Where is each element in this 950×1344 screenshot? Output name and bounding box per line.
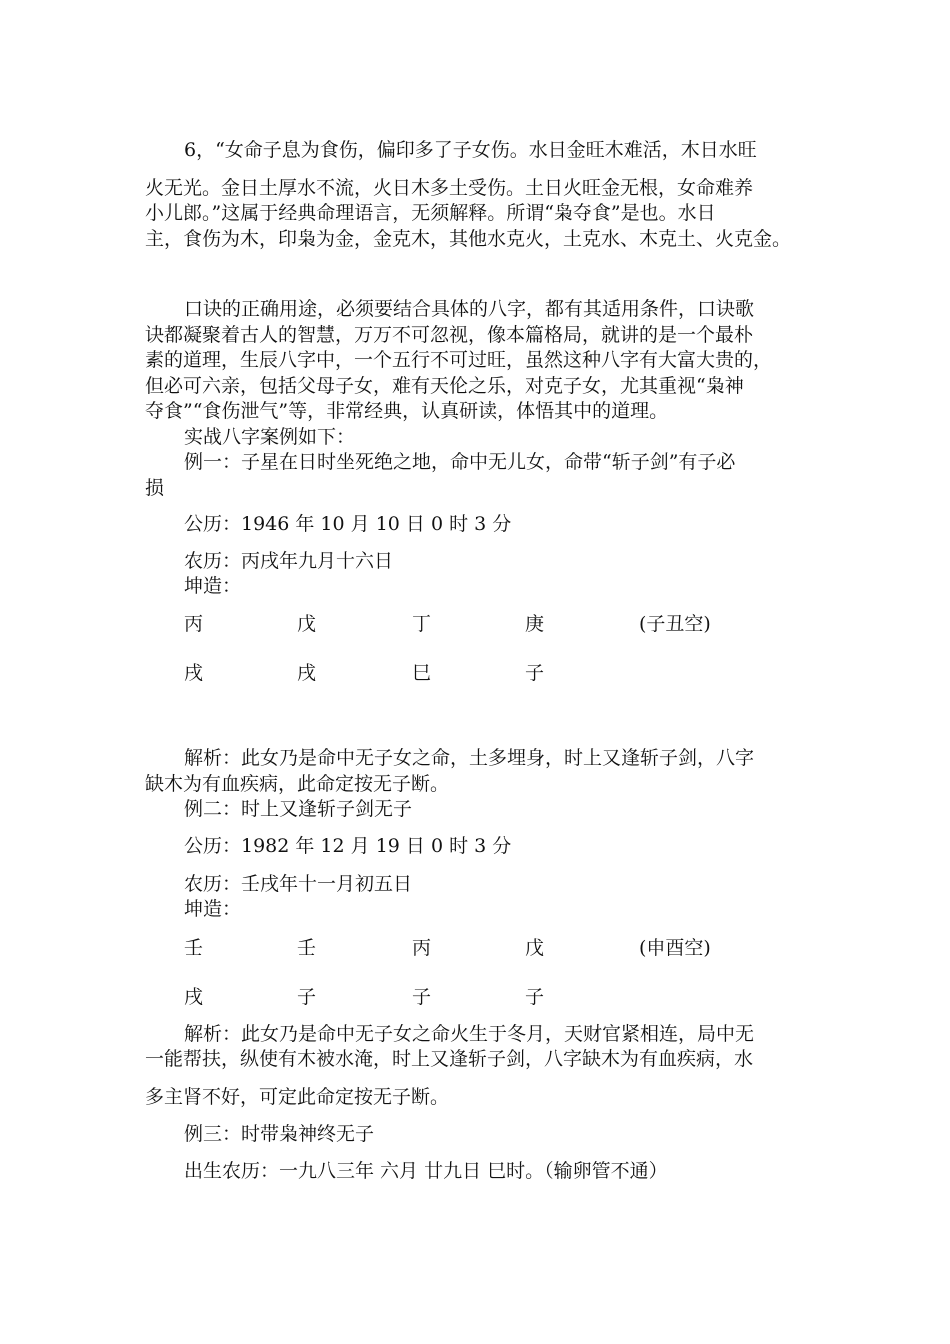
earthly-branch: 子 bbox=[297, 986, 317, 1008]
heavenly-stem: 丙 bbox=[412, 937, 432, 959]
analysis-line: 解析：此女乃是命中无子女之命火生于冬月，天财官紧相连，局中无 bbox=[184, 1023, 755, 1045]
lunar-date: 农历：壬戌年十一月初五日 bbox=[184, 873, 413, 895]
paragraph-2-line: 但必可六亲，包括父母子女，难有天伦之乐，对克子女，尤其重视“枭神 bbox=[145, 375, 744, 397]
paragraph-1-line: 6，“女命子息为食伤，偏印多了子女伤。水日金旺木难活，木日水旺 bbox=[184, 139, 757, 161]
earthly-branch: 子 bbox=[525, 986, 545, 1008]
case-title: 例一：子星在日时坐死绝之地，命中无儿女，命带“斩子剑”有子必 bbox=[184, 451, 736, 473]
earthly-branch: 子 bbox=[412, 986, 432, 1008]
earthly-branch: 戌 bbox=[184, 986, 204, 1008]
paragraph-2-line: 素的道理，生辰八字中，一个五行不可过旺，虽然这种八字有大富大贵的， bbox=[145, 349, 773, 371]
analysis-line: 多主肾不好，可定此命定按无子断。 bbox=[145, 1086, 450, 1108]
case-title: 例二：时上又逢斩子剑无子 bbox=[184, 798, 413, 820]
birth-date: 出生农历：一九八三年 六月 廿九日 巳时。（输卵管不通） bbox=[184, 1160, 668, 1182]
heavenly-stem: 壬 bbox=[297, 937, 317, 959]
case-title: 例三：时带枭神终无子 bbox=[184, 1123, 375, 1145]
lunar-date: 农历：丙戌年九月十六日 bbox=[184, 550, 394, 572]
heavenly-stem: 丙 bbox=[184, 613, 204, 635]
paragraph-2-line: 诀都凝聚着古人的智慧，万万不可忽视，像本篇格局，就讲的是一个最朴 bbox=[145, 324, 754, 346]
earthly-branch: 戌 bbox=[184, 662, 204, 684]
void-branches: (申酉空) bbox=[639, 937, 711, 959]
gender-label: 坤造： bbox=[184, 575, 242, 597]
analysis-line: 一能帮扶，纵使有木被水淹，时上又逢斩子剑，八字缺木为有血疾病，水 bbox=[145, 1048, 754, 1070]
case-title: 损 bbox=[145, 477, 165, 499]
heavenly-stem: 戊 bbox=[525, 937, 545, 959]
paragraph-1-line: 火无光。金日土厚水不流，火日木多土受伤。土日火旺金无根，女命难养 bbox=[145, 177, 754, 199]
gender-label: 坤造： bbox=[184, 898, 242, 920]
earthly-branch: 巳 bbox=[412, 662, 432, 684]
intro-line: 实战八字案例如下： bbox=[184, 426, 356, 448]
heavenly-stem: 丁 bbox=[412, 613, 432, 635]
paragraph-2-line: 夺食”“食伤泄气”等，非常经典，认真研读，体悟其中的道理。 bbox=[145, 400, 669, 422]
paragraph-1-line: 小儿郎。”这属于经典命理语言，无须解释。所谓“枭夺食”是也。水日 bbox=[145, 202, 716, 224]
earthly-branch: 子 bbox=[525, 662, 545, 684]
paragraph-1-line: 主，食伤为木，印枭为金，金克木，其他水克火，土克水、木克土、火克金。 bbox=[145, 228, 792, 250]
heavenly-stem: 庚 bbox=[525, 613, 545, 635]
heavenly-stem: 戊 bbox=[297, 613, 317, 635]
paragraph-2-line: 口诀的正确用途，必须要结合具体的八字，都有其适用条件，口诀歌 bbox=[184, 298, 755, 320]
earthly-branch: 戌 bbox=[297, 662, 317, 684]
void-branches: (子丑空) bbox=[639, 613, 711, 635]
solar-date: 公历：1946 年 10 月 10 日 0 时 3 分 bbox=[184, 513, 512, 535]
heavenly-stem: 壬 bbox=[184, 937, 204, 959]
analysis-line: 解析：此女乃是命中无子女之命，土多埋身，时上又逢斩子剑，八字 bbox=[184, 747, 755, 769]
solar-date: 公历：1982 年 12 月 19 日 0 时 3 分 bbox=[184, 835, 512, 857]
analysis-line: 缺木为有血疾病，此命定按无子断。 bbox=[145, 773, 450, 795]
